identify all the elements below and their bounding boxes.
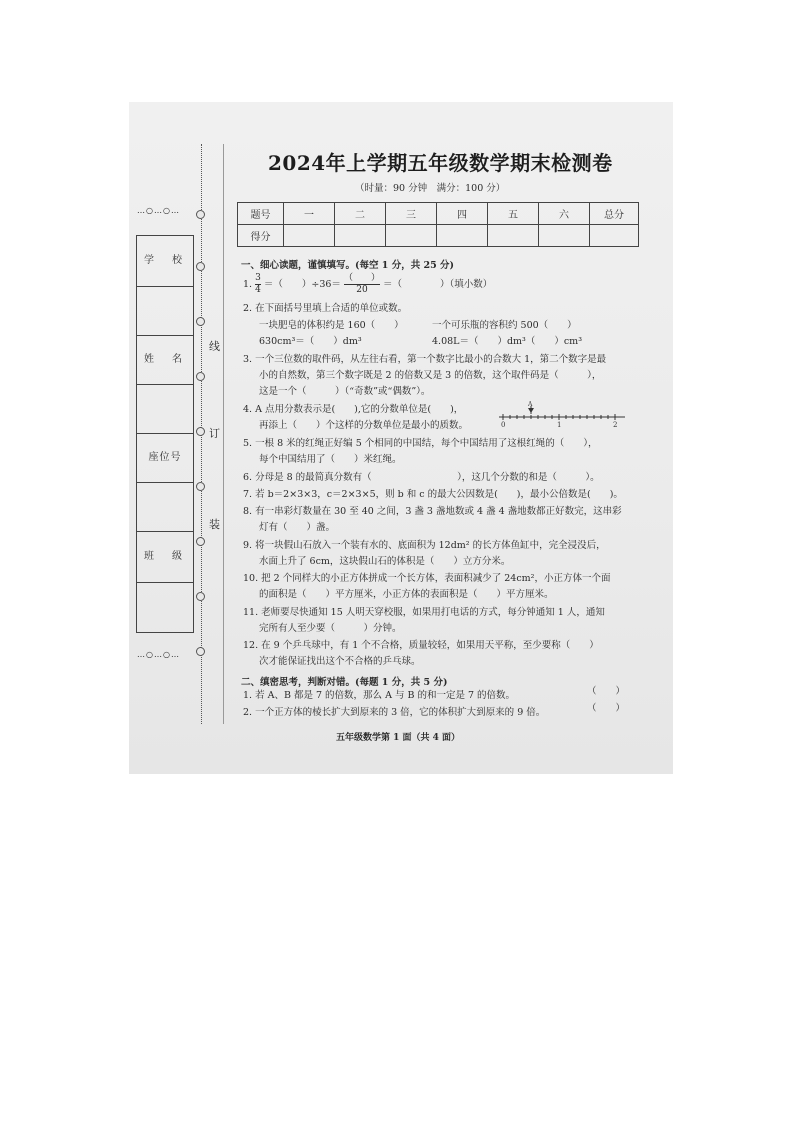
tick-label-0: 0 [501,421,506,428]
exam-title: 2024年上学期五年级数学期末检测卷 [268,151,613,175]
point-a-arrowhead [528,408,534,413]
name-label: 姓 名 [137,336,193,385]
question-3-line3: 这是一个（ ）（“奇数”或“偶数”）。 [259,386,431,397]
score-cell: 四 [437,203,488,225]
question-5-line2: 每个中国结用了（ ）米红绳。 [259,454,402,465]
class-label: 班 级 [137,532,193,583]
q2-item-b: 一个可乐瓶的容积约 500（ ） [432,320,577,331]
score-header-row [238,203,639,225]
judge-answer-2[interactable]: （ ） [587,703,626,714]
question-5-line1: 5. 一根 8 米的红绳正好编 5 个相同的中国结，每个中国结用了这根红绳的（ ）， [243,438,598,449]
frac-denominator: 20 [356,285,368,295]
score-cell: 一 [284,203,335,225]
judge-question-2: 2. 一个正方体的棱长扩大到原来的 3 倍，它的体积扩大到原来的 9 倍。 [243,707,546,718]
binding-hole [196,317,205,326]
q1-number: 1. [243,279,253,290]
binding-char-bind: 装 [209,518,220,531]
binding-hole [196,647,205,656]
q1-end: ＝（ ）（填小数） [383,279,493,290]
q2-item-a: 一块肥皂的体积约是 160（ ） [259,320,404,331]
binding-char-order: 订 [209,427,220,440]
score-row-label: 得分 [238,225,284,247]
question-2: 2. 在下面括号里填上合适的单位或数。 [243,303,408,314]
seat-field[interactable] [137,483,193,532]
question-7: 7. 若 b＝2×3×3，c＝2×3×5，则 b 和 c 的最大公因数是( )，最小公倍数是( )。 [243,489,623,500]
question-11-line1: 11. 老师要尽快通知 15 人明天穿校服，如果用打电话的方式，每分钟通知 1 人，通知 [243,607,605,618]
binding-hole [196,210,205,219]
score-input[interactable] [488,225,539,247]
school-label: 学 校 [137,236,193,287]
judge-answer-1[interactable]: （ ） [587,686,626,697]
score-input[interactable] [539,225,590,247]
score-input[interactable] [284,225,335,247]
score-input[interactable] [386,225,437,247]
score-input[interactable] [335,225,386,247]
score-cell: 五 [488,203,539,225]
student-info-box [136,235,194,633]
frac-numerator: （ ） [343,273,380,283]
number-line [497,400,629,428]
point-a-label: A [528,401,533,408]
section2-heading: 二、缜密思考，判断对错。(每题 1 分，共 5 分) [241,677,448,688]
binding-char-line: 线 [209,340,220,353]
binding-dots-top: …○…○… [137,206,180,215]
q1-fraction-2 [344,274,380,295]
score-table [237,202,639,247]
question-4-line2: 再添上（ ）个这样的分数单位是最小的质数。 [259,420,469,431]
binding-hole [196,427,205,436]
seat-label: 座位号 [137,434,193,483]
question-3-line1: 3. 一个三位数的取件码，从左往右看，第一个数字比最小的合数大 1，第二个数字是最 [243,354,607,365]
q2-item-d: 4.08L＝（ ）dm³（ ）cm³ [432,336,582,347]
q1-fraction-1 [255,274,261,295]
section1-heading: 一、细心读题，谨慎填写。(每空 1 分，共 25 分) [241,260,455,271]
frac-numerator: 3 [255,273,261,283]
binding-hole [196,372,205,381]
binding-hole [196,537,205,546]
judge-question-1: 1. 若 A、B 都是 7 的倍数，那么 A 与 B 的和一定是 7 的倍数。 [243,690,516,701]
question-12-line1: 12. 在 9 个乒乓球中，有 1 个不合格，质量较轻，如果用天平称，至少要称（ ） [243,640,599,651]
question-6: 6. 分母是 8 的最简真分数有（ ），这几个分数的和是（ ）。 [243,472,600,483]
question-9-line2: 水面上升了 6cm，这块假山石的体积是（ ）立方分米。 [259,556,511,567]
score-value-row [238,225,639,247]
score-cell: 题号 [238,203,284,225]
exam-photo [129,102,673,774]
question-1 [243,274,492,295]
school-field[interactable] [137,287,193,336]
question-12-line2: 次才能保证找出这个不合格的乒乓球。 [259,656,421,667]
score-cell: 六 [539,203,590,225]
name-field[interactable] [137,385,193,434]
binding-hole [196,262,205,271]
exam-subtitle: （时量：90 分钟 满分：100 分） [355,183,506,194]
margin-rule [223,144,224,724]
binding-hole [196,482,205,491]
question-4-line1: 4. A 点用分数表示是( ),它的分数单位是( )， [243,404,464,415]
class-field[interactable] [137,583,193,631]
page-footer: 五年级数学第 1 面（共 4 面） [336,733,461,743]
question-10-line2: 的面积是（ ）平方厘米，小正方体的表面积是（ ）平方厘米。 [259,589,554,600]
score-cell: 总分 [590,203,639,225]
question-8-line1: 8. 有一串彩灯数量在 30 至 40 之间，3 盏 3 盏地数或 4 盏 4 盏地数都正好数完，这串彩 [243,506,622,517]
binding-hole [196,592,205,601]
binding-dots-bottom: …○…○… [137,650,180,659]
score-input[interactable] [437,225,488,247]
question-10-line1: 10. 把 2 个同样大的小正方体拼成一个长方体，表面积减少了 24cm²，小正方体一个面 [243,573,611,584]
question-11-line2: 完所有人至少要（ ）分钟。 [259,623,402,634]
question-9-line1: 9. 将一块假山石放入一个装有水的、底面积为 12dm² 的长方体鱼缸中，完全浸没后， [243,540,606,551]
score-input[interactable] [590,225,639,247]
q1-middle: ＝（ ）÷36＝ [263,279,341,290]
tick-label-2: 2 [613,421,618,428]
tick-label-1: 1 [557,421,562,428]
exam-paper [129,102,673,774]
score-cell: 三 [386,203,437,225]
question-3-line2: 小的自然数，第三个数字既是 2 的倍数又是 3 的倍数，这个取件码是（ ）， [259,370,602,381]
frac-denominator: 4 [255,285,261,295]
score-cell: 二 [335,203,386,225]
q2-item-c: 630cm³＝（ ）dm³ [259,336,362,347]
question-8-line2: 灯有（ ）盏。 [259,522,336,533]
